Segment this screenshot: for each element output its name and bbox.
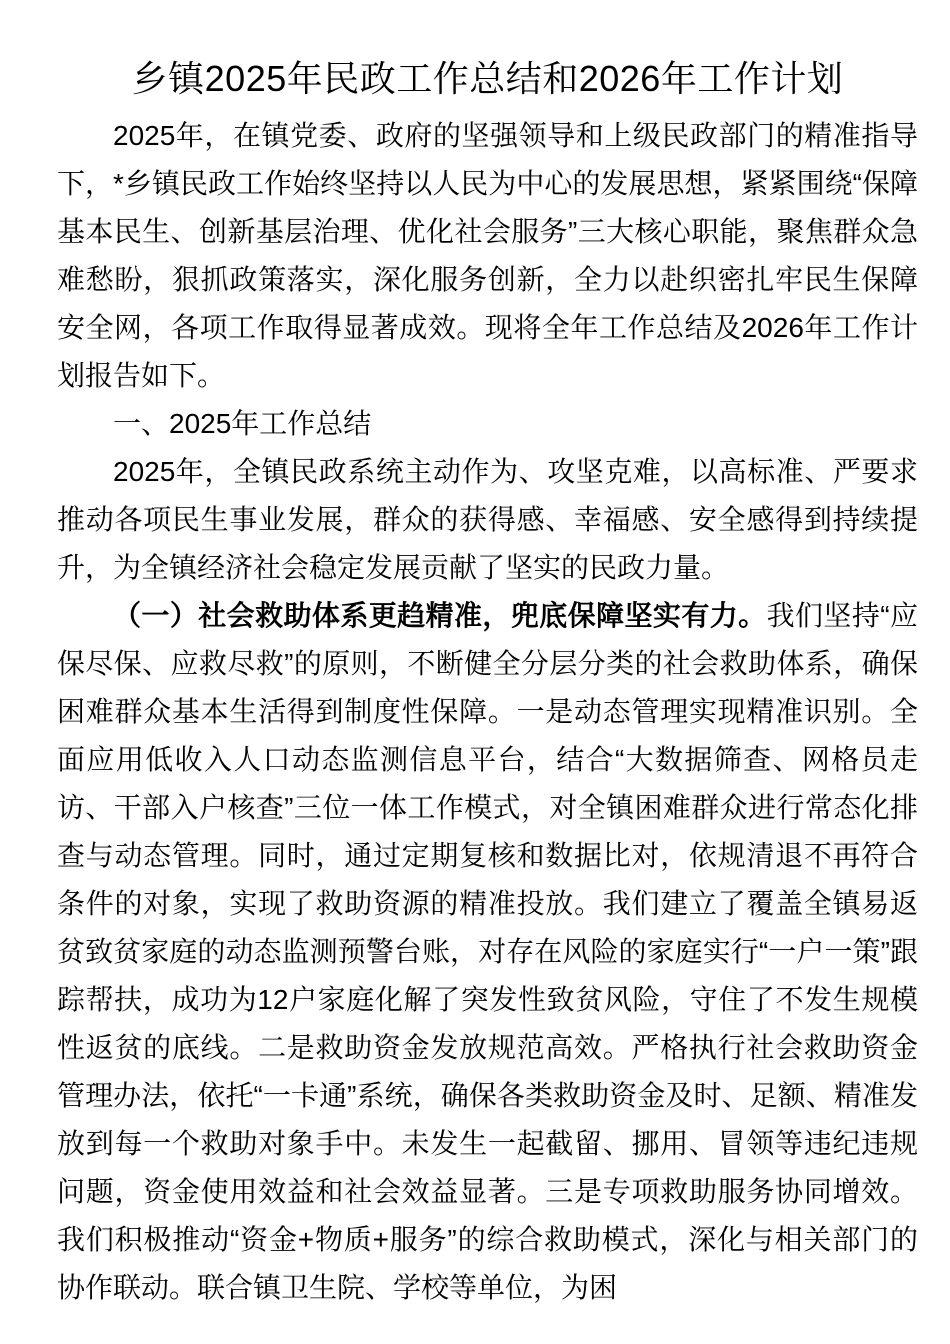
paragraph-summary-overview: 2025年，全镇民政系统主动作为、攻坚克难，以高标准、严要求推动各项民生事业发展，群众的获得感、幸福感、安全感得到持续提升，为全镇经济社会稳定发展贡献了坚实的民政力量。 (57, 456, 918, 583)
paragraph-body-text: 我们坚持“应保尽保、应救尽救”的原则，不断健全分层分类的社会救助体系，确保困难群众基本生活得到制度性保障。一是动态管理实现精准识别。全面应用低收入人口动态监测信息平台，结合“大数据筛查、网格员走访、干部入户核查”三位一体工作模式，对全镇困难群众进行常态化排查与动态管理。同时，通过定期复核和数据比对，依规清退不再符合条件的对象，实现了救助资源的精准投放。我们建立了覆盖全镇易返贫致贫家庭的动态监测预警台账，对存在风险的家庭实行“一户一策”跟踪帮扶，成功为12户家庭化解了突发性致贫风险，守住了不发生规模性返贫的底线。二是救助资金发放规范高效。严格执行社会救助资金管理办法，依托“一卡通”系统，确保各类救助资金及时、足额、精准发放到每一个救助对象手中。未发生一起截留、挪用、冒领等违纪违规问题，资金使用效益和社会效益显著。三是专项救助服务协同增效。我们积极推动“资金+物质+服务”的综合救助模式，深化与相关部门的协作联动。联合镇卫生院、学校等单位，为困 (57, 600, 918, 1303)
paragraph-social-assistance (57, 592, 918, 1312)
paragraph-lead-bold: （一）社会救助体系更趋精准，兜底保障坚实有力。 (113, 600, 767, 631)
section-heading-1: 一、2025年工作总结 (113, 408, 372, 439)
paragraph-intro: 2025年，在镇党委、政府的坚强领导和上级民政部门的精准指导下，*乡镇民政工作始终坚持以人民为中心的发展思想，紧紧围绕“保障基本民生、创新基层治理、优化社会服务”三大核心职能，聚焦群众急难愁盼，狠抓政策落实，深化服务创新，全力以赴织密扎牢民生保障安全网，各项工作取得显著成效。现将全年工作总结及2026年工作计划报告如下。 (57, 120, 918, 391)
document-title: 乡镇2025年民政工作总结和2026年工作计划 (131, 58, 844, 99)
